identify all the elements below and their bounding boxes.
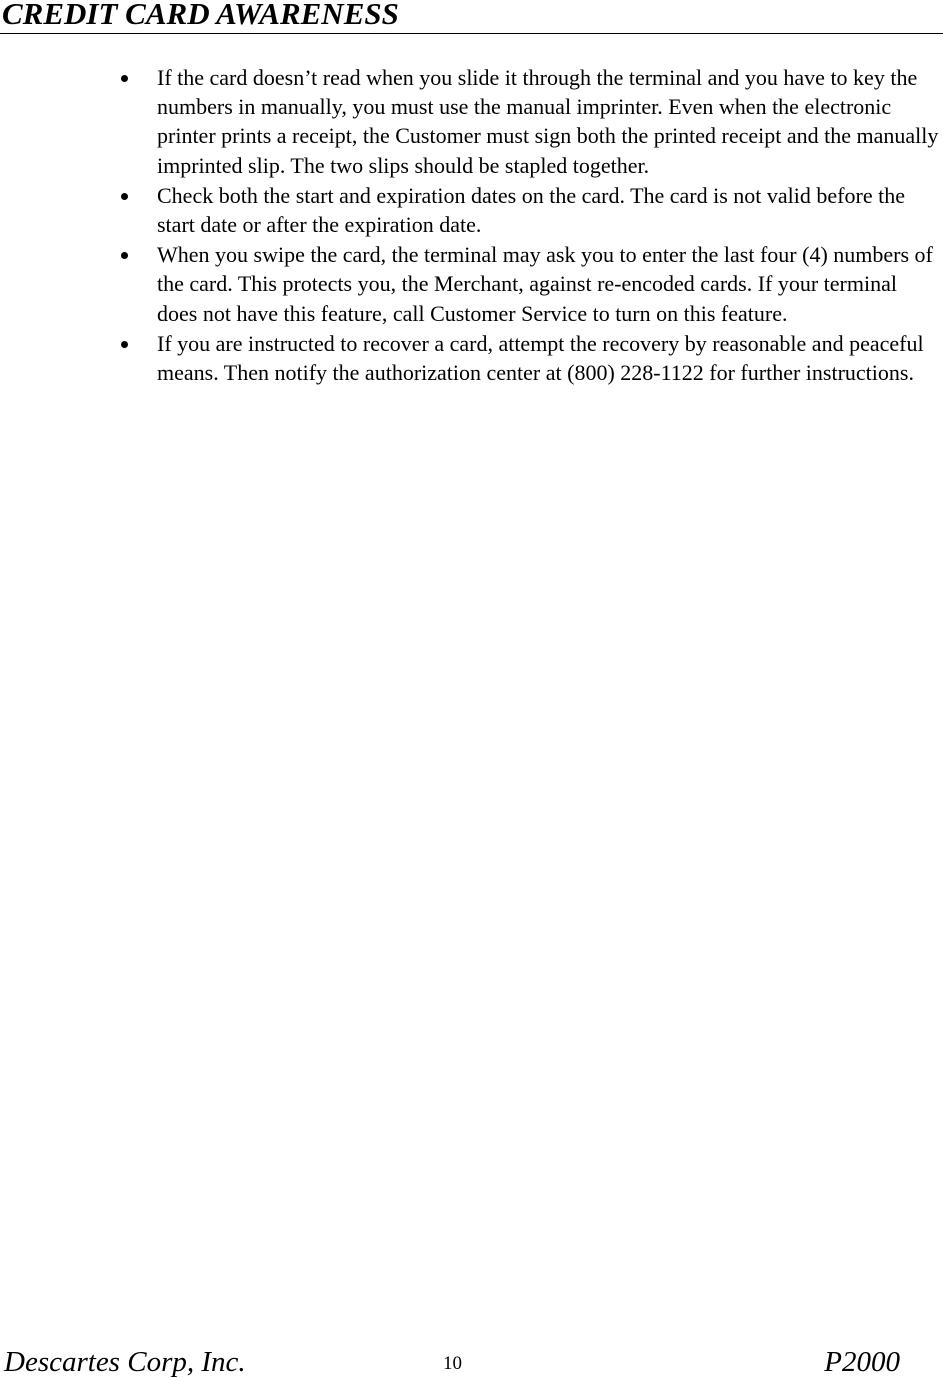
- list-item-text: If the card doesn’t read when you slide it through the terminal and you have to key the numbers in manually, you must use the manual imprinter. Even when the electronic printer prints a receipt, the Customer must sign both the printed receipt and the manually imprinted slip. The two slips should be stapled together.: [157, 65, 939, 178]
- list-item: [0, 63, 943, 180]
- page-title: CREDIT CARD AWARENESS: [2, 0, 399, 31]
- footer-page-number: 10: [443, 1353, 462, 1374]
- list-item: [0, 181, 943, 239]
- title-divider: [0, 33, 943, 34]
- list-item-text: If you are instructed to recover a card, attempt the recovery by reasonable and peaceful means. Then notify the authorization center at (800) 228-1122 for further instructions.: [157, 330, 924, 386]
- list-item-text: Check both the start and expiration dates on the card. The card is not valid before the start date or after the expiration date.: [157, 182, 905, 238]
- bullet-list: [0, 63, 943, 388]
- list-item: [0, 329, 943, 387]
- bullet-icon: [121, 341, 128, 348]
- list-item-text: When you swipe the card, the terminal may ask you to enter the last four (4) numbers of the card. This protects you, the Merchant, against re-encoded cards. If your terminal does not have this feature, call Customer Service to turn on this feature.: [157, 242, 933, 326]
- bullet-icon: [121, 75, 128, 82]
- bullet-icon: [121, 252, 128, 259]
- footer-company-name: Descartes Corp, Inc.: [4, 1346, 246, 1378]
- list-item: [0, 240, 943, 328]
- footer-product-name: P2000: [824, 1346, 900, 1378]
- bullet-icon: [121, 193, 128, 200]
